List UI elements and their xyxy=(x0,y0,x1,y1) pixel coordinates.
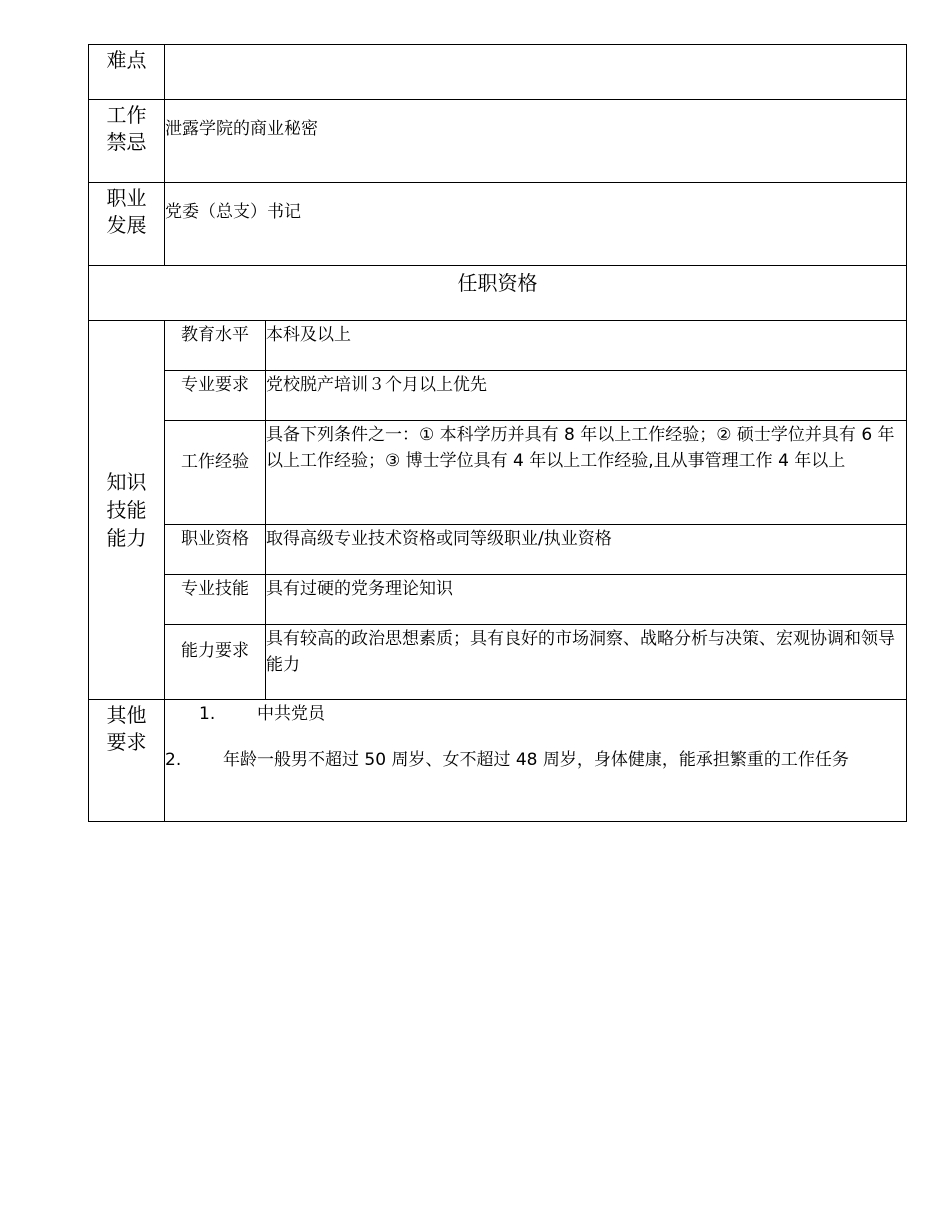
qualification-section-title: 任职资格 xyxy=(89,266,907,321)
career-content: 党委（总支）书记 xyxy=(165,183,907,266)
other-item-number: 2. xyxy=(165,750,182,770)
job-description-table xyxy=(88,44,907,822)
other-row xyxy=(89,700,907,822)
other-label: 其他 要求 xyxy=(89,700,165,822)
education-label: 教育水平 xyxy=(165,321,266,371)
difficulty-row xyxy=(89,45,907,100)
career-row xyxy=(89,183,907,266)
knowledge-row-education xyxy=(89,321,907,371)
knowledge-row-experience xyxy=(89,421,907,525)
taboo-content: 泄露学院的商业秘密 xyxy=(165,100,907,183)
knowledge-row-certification xyxy=(89,525,907,575)
taboo-row xyxy=(89,100,907,183)
knowledge-row-skills xyxy=(89,575,907,625)
taboo-label: 工作 禁忌 xyxy=(89,100,165,183)
qualification-header-row xyxy=(89,266,907,321)
knowledge-label xyxy=(89,321,165,700)
other-item-text: 年龄一般男不超过 50 周岁、女不超过 48 周岁，身体健康，能承担繁重的工作任务 xyxy=(223,750,849,770)
other-item-number: 1. xyxy=(199,704,216,724)
difficulty-label: 难点 xyxy=(89,45,165,100)
certification-label: 职业资格 xyxy=(165,525,266,575)
experience-content: 具备下列条件之一：① 本科学历并具有 8 年以上工作经验；② 硕士学位并具有 6 年以上工作经验；③ 博士学位具有 4 年以上工作经验,且从事管理工作 4 年以上 xyxy=(266,421,907,525)
ability-content: 具有较高的政治思想素质；具有良好的市场洞察、战略分析与决策、宏观协调和领导能力 xyxy=(266,625,907,700)
difficulty-content xyxy=(165,45,907,100)
other-list-item xyxy=(165,701,906,727)
skills-content: 具有过硬的党务理论知识 xyxy=(266,575,907,625)
certification-content: 取得高级专业技术资格或同等级职业/执业资格 xyxy=(266,525,907,575)
major-label: 专业要求 xyxy=(165,371,266,421)
major-content: 党校脱产培训３个月以上优先 xyxy=(266,371,907,421)
other-content xyxy=(165,700,907,822)
ability-label: 能力要求 xyxy=(165,625,266,700)
other-list-item xyxy=(165,747,906,773)
other-item-text: 中共党员 xyxy=(257,704,325,724)
skills-label: 专业技能 xyxy=(165,575,266,625)
knowledge-label-text: 知识 技能 能力 xyxy=(106,470,147,550)
education-content: 本科及以上 xyxy=(266,321,907,371)
experience-label: 工作经验 xyxy=(165,421,266,525)
knowledge-row-major xyxy=(89,371,907,421)
career-label: 职业 发展 xyxy=(89,183,165,266)
knowledge-row-ability xyxy=(89,625,907,700)
